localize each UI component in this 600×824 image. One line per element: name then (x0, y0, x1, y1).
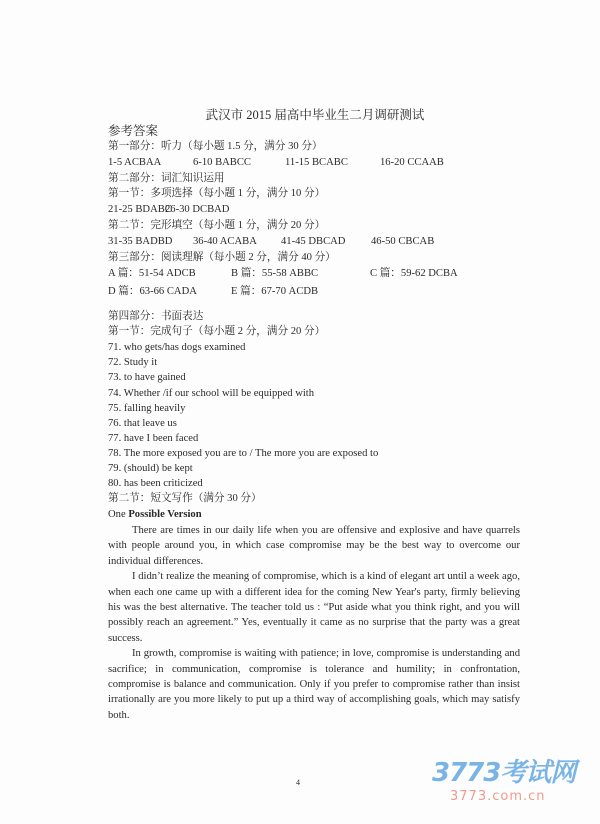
answer-79: 79. (should) be kept (108, 463, 193, 474)
document-title: 武汉市 2015 届高中毕业生二月调研测试 (205, 108, 425, 122)
answer-group: 46-50 CBCAB (371, 236, 435, 247)
answer-group: C 篇：59-62 DCBA (370, 268, 458, 279)
answer-group: 16-20 CCAAB (380, 157, 444, 168)
answer-group: A 篇：51-54 ADCB (108, 268, 196, 279)
part3-answers-1 (108, 267, 458, 281)
essay-paragraph: There are times in our daily life when you are offensive and explosive and have quarrels with people around you, in which case compromise may be the best way to overcome our individual differences. (108, 525, 520, 567)
answer-75: 75. falling heavily (108, 403, 186, 414)
answer-group: B 篇：55-58 ABBC (231, 268, 319, 279)
part4-sec1-heading: 第一节：完成句子（每小题 2 分，满分 20 分） (108, 326, 326, 337)
version-prefix: One (108, 509, 126, 520)
part2-sec2-heading: 第二节：完形填空（每小题 1 分，满分 20 分） (108, 220, 326, 231)
essay-paragraph: I didn’t realize the meaning of compromise, which is a kind of elegant art until a week ago, when each one came up with a different idea for the coming New Year's party, firmly believing his was the best alternative. The teacher told us : “Put aside what you think right, and you will possibly reach an agreement.” Yes, eventually it came as no surprise that the party was a great success. (108, 571, 520, 644)
answer-76: 76. that leave us (108, 418, 177, 429)
answer-group: 6-10 BABCC (193, 157, 251, 168)
version-bold: Possible Version (128, 509, 202, 520)
answer-78: 78. The more exposed you are to / The more you are exposed to (108, 448, 379, 459)
answer-group: 31-35 BADBD (108, 236, 173, 247)
answer-group: 41-45 DBCAD (281, 236, 346, 247)
part2-sec1-heading: 第一节：多项选择（每小题 1 分，满分 10 分） (108, 188, 326, 199)
answer-71: 71. who gets/has dogs examined (108, 342, 246, 353)
watermark-main: 3773考试网 (432, 758, 576, 788)
page-number: 4 (296, 778, 300, 787)
part1-heading: 第一部分：听力（每小题 1.5 分，满分 30 分） (108, 141, 323, 152)
answer-group: 26-30 DCBAD (165, 204, 230, 215)
part3-heading: 第三部分：阅读理解（每小题 2 分，满分 40 分） (108, 252, 336, 263)
watermark-url: 3773.com.cn (450, 789, 546, 804)
part2-sec1-answers (108, 203, 229, 217)
answer-73: 73. to have gained (108, 372, 186, 383)
answer-group: E 篇：67-70 ACDB (231, 286, 319, 297)
answer-group: 11-15 BCABC (285, 157, 348, 168)
answer-group: D 篇：63-66 CADA (108, 286, 197, 297)
answer-group: 36-40 ACABA (193, 236, 257, 247)
essay (108, 523, 520, 723)
answer-80: 80. has been criticized (108, 478, 203, 489)
answer-group: 1-5 ACBAA (108, 157, 162, 168)
answer-77: 77. have I been faced (108, 433, 199, 444)
answer-group: 21-25 BDABC (108, 204, 172, 215)
part1-answers (108, 156, 444, 170)
subtitle: 参考答案 (108, 124, 159, 138)
part2-sec2-answers (108, 235, 434, 249)
watermark-logo (432, 752, 575, 804)
essay-paragraph: In growth, compromise is waiting with patience; in love, compromise is understanding and sacrifice; in communication, compromise is tolerance and humility; in confrontation, compromise is balance and communication. Only if you prefer to compromise rather than insist irrationally are you more likely to put up a third way of accomplishing goals, which may satisfy both. (108, 648, 520, 721)
answer-74: 74. Whether /if our school will be equipped with (108, 388, 315, 399)
part4-heading: 第四部分：书面表达 (108, 311, 204, 322)
part4-sec2-heading: 第二节：短文写作（满分 30 分） (108, 493, 262, 504)
version-label (108, 508, 202, 522)
answer-72: 72. Study it (108, 357, 158, 368)
part2-heading: 第二部分：词汇知识运用 (108, 173, 225, 184)
part3-answers-2 (108, 285, 318, 299)
